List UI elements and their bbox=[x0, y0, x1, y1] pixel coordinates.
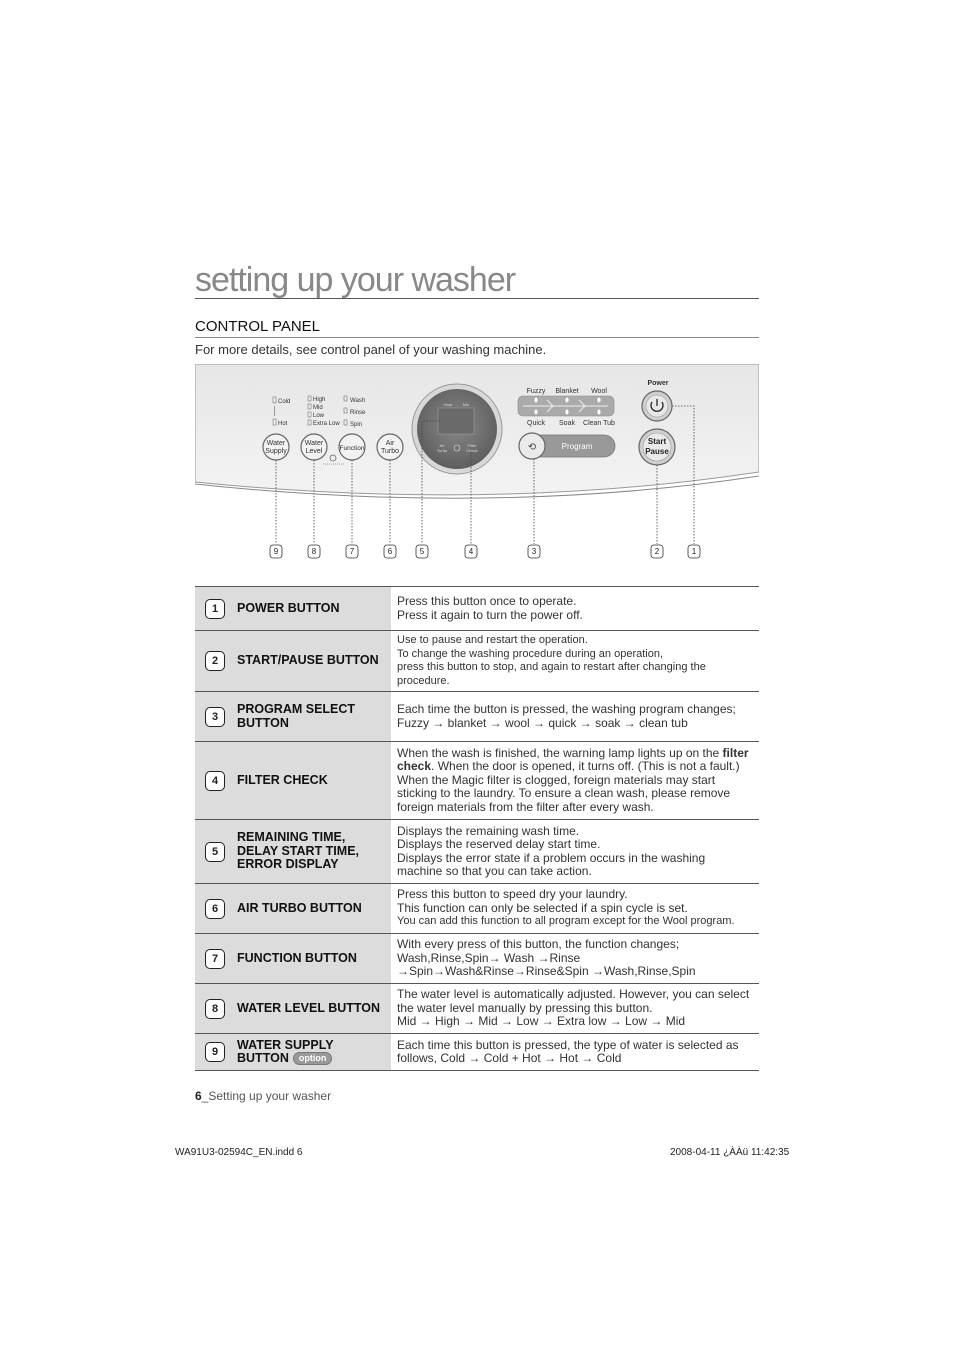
svg-text:Program: Program bbox=[561, 442, 593, 451]
water-level-button[interactable] bbox=[301, 434, 327, 460]
print-timestamp: 2008-04-11 ¿ÀÀü 11:42:35 bbox=[670, 1147, 790, 1158]
svg-text:Quick: Quick bbox=[527, 420, 545, 427]
program-select-button[interactable] bbox=[519, 433, 615, 459]
section-heading: CONTROL PANEL bbox=[195, 318, 759, 338]
row-label: START/PAUSE BUTTON bbox=[237, 653, 379, 668]
table-row bbox=[195, 742, 759, 820]
row-number: 1 bbox=[205, 599, 225, 619]
temp-hot: Hot bbox=[278, 421, 288, 427]
row-description: With every press of this button, the function changes; Wash,Rinse,Spin→ Wash →Rinse →Spin→Wash&Rinse→Rinse&Spin →Wash,Rinse,Spin bbox=[391, 934, 759, 984]
row-number: 7 bbox=[205, 949, 225, 969]
row-description: Displays the remaining wash time. Displays the reserved delay start time. Displays the error state if a problem occurs in the washing machine so that you can take action. bbox=[391, 820, 759, 884]
svg-text:High: High bbox=[313, 397, 326, 403]
power-button[interactable] bbox=[642, 391, 672, 421]
row-description: The water level is automatically adjusted. However, you can select the water level manually by pressing this button. Mid → High → Mid → Low → Extra low → Low → Mid bbox=[391, 984, 759, 1034]
print-file-info: WA91U3-02594C_EN.indd 6 bbox=[175, 1147, 303, 1158]
svg-text:Low: Low bbox=[313, 413, 325, 419]
temp-cold: Cold bbox=[278, 399, 291, 405]
callout-numbers bbox=[270, 545, 700, 558]
table-row bbox=[195, 820, 759, 884]
svg-text:Clean Tub: Clean Tub bbox=[583, 420, 615, 427]
svg-text:Soak: Soak bbox=[559, 420, 575, 427]
row-description: Use to pause and restart the operation. To change the washing procedure during an operation, press this button to stop, and again to restart after changing the procedure. bbox=[391, 631, 759, 692]
svg-text:Fuzzy: Fuzzy bbox=[526, 388, 546, 395]
svg-text:3: 3 bbox=[531, 547, 537, 556]
svg-text:Turbo: Turbo bbox=[380, 448, 400, 455]
page-footer: 6_Setting up your washer bbox=[195, 1089, 332, 1103]
svg-text:1: 1 bbox=[691, 547, 697, 556]
svg-text:Turbo: Turbo bbox=[436, 448, 448, 453]
display-dial bbox=[412, 384, 502, 474]
svg-text:Filter: Filter bbox=[467, 443, 477, 448]
row-description: Press this button to speed dry your laundry. This function can only be selected if a spin cycle is set. You can add this function to all program except for the Wool program. bbox=[391, 884, 759, 934]
svg-text:7: 7 bbox=[349, 547, 355, 556]
program-icon: ⟲ bbox=[527, 442, 537, 453]
row-label: REMAINING TIME, DELAY START TIME, ERROR DISPLAY bbox=[237, 830, 360, 872]
svg-text:Power: Power bbox=[647, 380, 669, 387]
start-pause-button[interactable] bbox=[639, 429, 675, 465]
time-display bbox=[438, 408, 474, 434]
svg-text:Air: Air bbox=[439, 443, 445, 448]
svg-text:8: 8 bbox=[311, 547, 317, 556]
svg-text:2: 2 bbox=[654, 547, 660, 556]
svg-text:9: 9 bbox=[273, 547, 279, 556]
svg-text:Air: Air bbox=[385, 440, 395, 447]
svg-text:Blanket: Blanket bbox=[555, 388, 579, 395]
air-turbo-button[interactable] bbox=[377, 434, 403, 460]
svg-text:Min: Min bbox=[462, 402, 470, 407]
program-indicators bbox=[518, 388, 615, 427]
row-number: 4 bbox=[205, 771, 225, 791]
table-row bbox=[195, 984, 759, 1034]
table-row bbox=[195, 1034, 759, 1071]
function-button[interactable] bbox=[339, 434, 365, 460]
svg-text:Extra Low: Extra Low bbox=[313, 421, 340, 427]
row-description: Each time this button is pressed, the type of water is selected as follows, Cold → Cold + Hot → Hot → Cold bbox=[391, 1034, 759, 1071]
row-label: WATER SUPPLY BUTTON option bbox=[237, 1037, 334, 1065]
intro-text: For more details, see control panel of your washing machine. bbox=[195, 342, 547, 357]
svg-text:4: 4 bbox=[468, 547, 474, 556]
row-number: 5 bbox=[205, 842, 225, 862]
row-label: FUNCTION BUTTON bbox=[237, 950, 357, 965]
row-number: 2 bbox=[205, 651, 225, 671]
table-row bbox=[195, 934, 759, 984]
row-label: POWER BUTTON bbox=[237, 600, 340, 615]
row-description: Each time the button is pressed, the washing program changes; Fuzzy → blanket → wool → quick → soak → clean tub bbox=[391, 692, 759, 742]
svg-text:Level: Level bbox=[305, 448, 323, 455]
row-description: Press this button once to operate. Press it again to turn the power off. bbox=[391, 587, 759, 631]
row-number: 6 bbox=[205, 899, 225, 919]
svg-text:Function: Function bbox=[339, 445, 365, 452]
table-row bbox=[195, 587, 759, 631]
page-title: setting up your washer bbox=[195, 262, 759, 299]
row-label: WATER LEVEL BUTTON bbox=[237, 1000, 381, 1015]
table-row bbox=[195, 884, 759, 934]
svg-text:Pause: Pause bbox=[645, 447, 669, 456]
svg-text:Wash: Wash bbox=[350, 398, 366, 404]
water-supply-button[interactable] bbox=[263, 434, 289, 460]
option-badge: option bbox=[293, 1052, 333, 1065]
row-label: FILTER CHECK bbox=[237, 772, 328, 787]
table-row bbox=[195, 631, 759, 692]
table-row bbox=[195, 692, 759, 742]
svg-text:Mid: Mid bbox=[313, 405, 323, 411]
svg-text:Rinse: Rinse bbox=[350, 410, 366, 416]
svg-text:Hour: Hour bbox=[443, 402, 453, 407]
svg-text:Start: Start bbox=[647, 437, 667, 446]
row-description: When the wash is finished, the warning lamp lights up on the filter check. When the door is opened, it turns off. (This is not a fault.) When the Magic filter is clogged, foreign materials may start sticking to the laundry. To ensure a clean wash, please remove foreign materials from the filter after every wash. bbox=[391, 742, 759, 820]
row-number: 3 bbox=[205, 707, 225, 727]
row-label: PROGRAM SELECT BUTTON bbox=[237, 702, 356, 730]
svg-text:Water: Water bbox=[304, 440, 324, 447]
row-number: 8 bbox=[205, 999, 225, 1019]
svg-text:Check: Check bbox=[466, 448, 478, 453]
svg-text:Water: Water bbox=[266, 440, 286, 447]
row-label: AIR TURBO BUTTON bbox=[237, 900, 362, 915]
svg-text:Supply: Supply bbox=[265, 448, 287, 455]
control-description-table bbox=[195, 586, 759, 1071]
svg-text:Spin: Spin bbox=[350, 422, 363, 428]
row-number: 9 bbox=[205, 1042, 225, 1062]
control-panel-illustration bbox=[195, 364, 759, 564]
svg-text:5: 5 bbox=[419, 547, 425, 556]
svg-text:6: 6 bbox=[387, 547, 393, 556]
svg-text:Wool: Wool bbox=[591, 388, 607, 395]
